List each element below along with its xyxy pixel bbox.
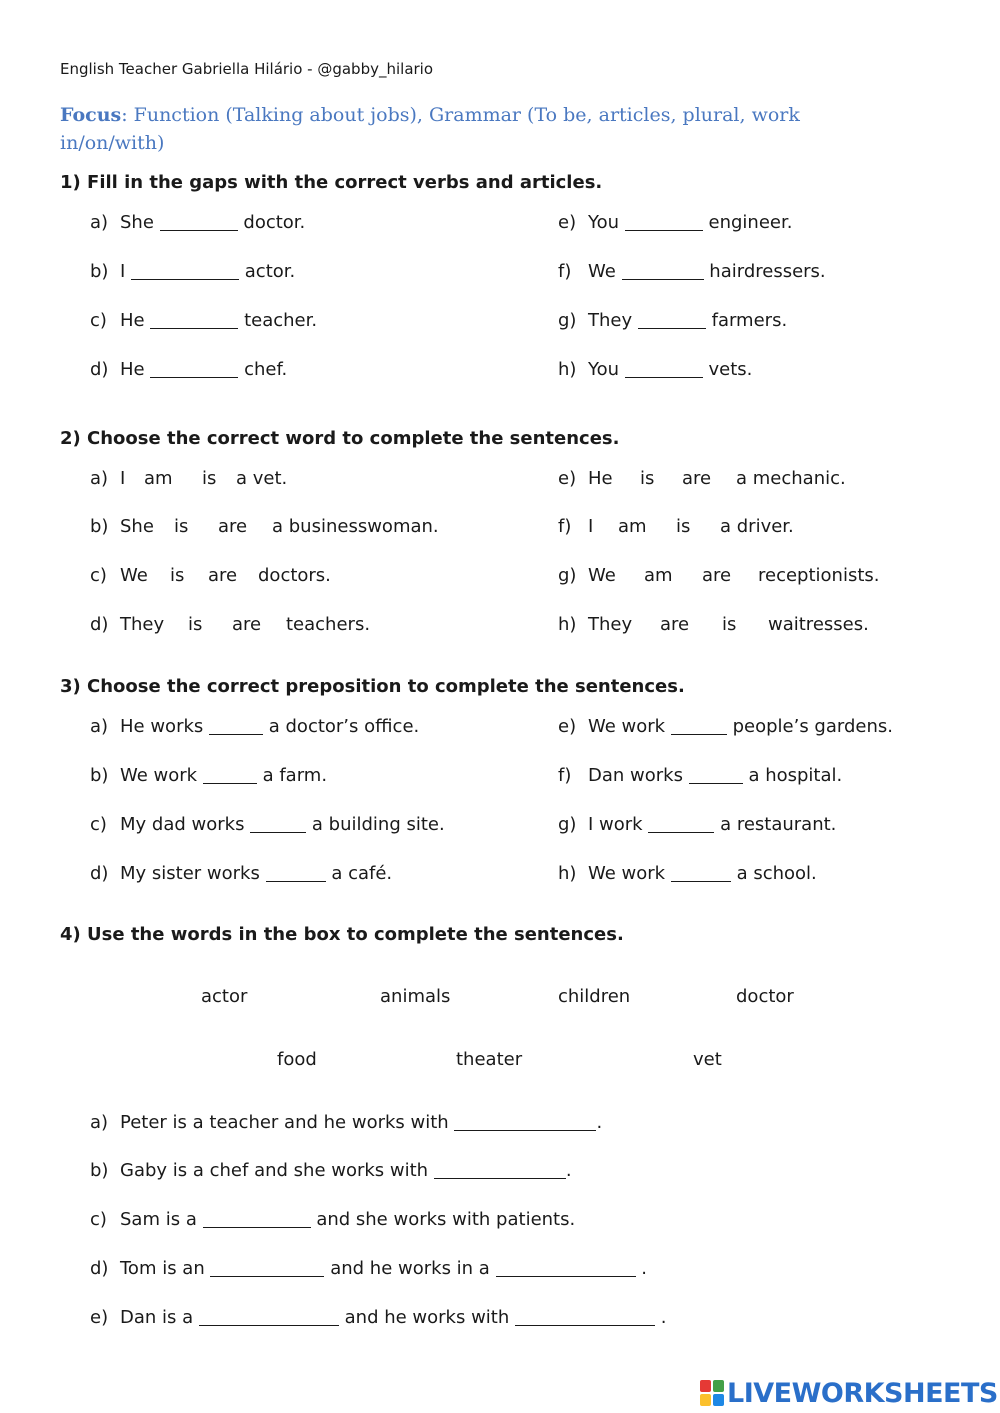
s3-item-d: d) My sister works a café. (90, 863, 393, 884)
answer-blank[interactable] (250, 814, 306, 833)
answer-blank[interactable] (131, 261, 239, 280)
word-box-item: food (277, 1049, 317, 1070)
answer-blank[interactable] (515, 1307, 655, 1326)
answer-blank[interactable] (496, 1258, 636, 1277)
answer-blank[interactable] (266, 863, 326, 882)
choice-option[interactable]: is (188, 614, 203, 635)
answer-blank[interactable] (622, 261, 704, 280)
s1-item-b: b) I actor. (90, 261, 296, 282)
answer-blank[interactable] (150, 310, 238, 329)
answer-blank[interactable] (454, 1112, 596, 1131)
answer-blank[interactable] (434, 1160, 566, 1179)
logo-text: LIVEWORKSHEETS (727, 1377, 998, 1409)
choice-option[interactable]: are (702, 565, 732, 586)
choice-option[interactable]: is (202, 468, 217, 489)
answer-blank[interactable] (648, 814, 714, 833)
s2-item-h: h) They are is waitresses. (558, 614, 869, 635)
s2-item-e: e) He is are a mechanic. (558, 468, 846, 489)
answer-blank[interactable] (671, 716, 727, 735)
s3-item-c: c) My dad works a building site. (90, 814, 445, 835)
s2-item-b: b) She is are a businesswoman. (90, 516, 439, 537)
s3-item-a: a) He works a doctor’s office. (90, 716, 420, 737)
choice-option[interactable]: is (722, 614, 737, 635)
choice-option[interactable]: is (640, 468, 655, 489)
choice-option[interactable]: is (676, 516, 691, 537)
answer-blank[interactable] (160, 212, 238, 231)
choice-option[interactable]: is (170, 565, 185, 586)
s1-item-g: g) They farmers. (558, 310, 788, 331)
answer-blank[interactable] (625, 212, 703, 231)
s2-item-d: d) They is are teachers. (90, 614, 371, 635)
answer-blank[interactable] (625, 359, 703, 378)
s3-item-b: b) We work a farm. (90, 765, 328, 786)
answer-blank[interactable] (199, 1307, 339, 1326)
word-box-item: animals (380, 986, 451, 1007)
logo-mark-icon (700, 1380, 724, 1406)
s3-item-e: e) We work people’s gardens. (558, 716, 893, 737)
choice-option[interactable]: am (144, 468, 173, 489)
focus-label: Focus (60, 104, 122, 126)
answer-blank[interactable] (203, 1209, 311, 1228)
answer-blank[interactable] (210, 1258, 324, 1277)
s3-item-g: g) I work a restaurant. (558, 814, 837, 835)
choice-option[interactable]: are (660, 614, 690, 635)
word-box-item: doctor (736, 986, 794, 1007)
s2-item-c: c) We is are doctors. (90, 565, 331, 586)
s1-item-f: f) We hairdressers. (558, 261, 826, 282)
word-box-item: vet (693, 1049, 722, 1070)
choice-option[interactable]: is (174, 516, 189, 537)
s3-item-h: h) We work a school. (558, 863, 817, 884)
word-box-item: theater (456, 1049, 523, 1070)
section3-heading: 3) Choose the correct preposition to complete the sentences. (60, 676, 685, 697)
choice-option[interactable]: am (618, 516, 647, 537)
section4-heading: 4) Use the words in the box to complete the sentences. (60, 924, 624, 945)
liveworksheets-logo (700, 1378, 998, 1408)
answer-blank[interactable] (689, 765, 743, 784)
s4-item-d: d) Tom is an and he works in a . (90, 1258, 648, 1279)
answer-blank[interactable] (150, 359, 238, 378)
s4-item-e: e) Dan is a and he works with . (90, 1307, 667, 1328)
choice-option[interactable]: are (218, 516, 248, 537)
answer-blank[interactable] (203, 765, 257, 784)
section2-heading: 2) Choose the correct word to complete the sentences. (60, 428, 620, 449)
focus-line (60, 101, 880, 157)
author-header: English Teacher Gabriella Hilário - @gabby_hilario (60, 60, 434, 78)
s4-item-a: a) Peter is a teacher and he works with . (90, 1112, 603, 1133)
s2-item-g: g) We am are receptionists. (558, 565, 880, 586)
s1-item-e: e) You engineer. (558, 212, 793, 233)
s1-item-c: c) He teacher. (90, 310, 318, 331)
choice-option[interactable]: are (682, 468, 712, 489)
s1-item-h: h) You vets. (558, 359, 753, 380)
s3-item-f: f) Dan works a hospital. (558, 765, 843, 786)
s2-item-a: a) I am is a vet. (90, 468, 288, 489)
answer-blank[interactable] (671, 863, 731, 882)
s4-item-c: c) Sam is a and she works with patients. (90, 1209, 576, 1230)
s4-item-b: b) Gaby is a chef and she works with . (90, 1160, 572, 1181)
choice-option[interactable]: are (208, 565, 238, 586)
s2-item-f: f) I am is a driver. (558, 516, 794, 537)
answer-blank[interactable] (638, 310, 706, 329)
word-box-item: children (558, 986, 631, 1007)
section1-heading: 1) Fill in the gaps with the correct verbs and articles. (60, 172, 603, 193)
s1-item-a: a) She doctor. (90, 212, 306, 233)
word-box-item: actor (201, 986, 248, 1007)
answer-blank[interactable] (209, 716, 263, 735)
focus-text: : Function (Talking about jobs), Grammar (To be, articles, plural, work in/on/with) (60, 104, 800, 154)
s1-item-d: d) He chef. (90, 359, 288, 380)
choice-option[interactable]: am (644, 565, 673, 586)
choice-option[interactable]: are (232, 614, 262, 635)
